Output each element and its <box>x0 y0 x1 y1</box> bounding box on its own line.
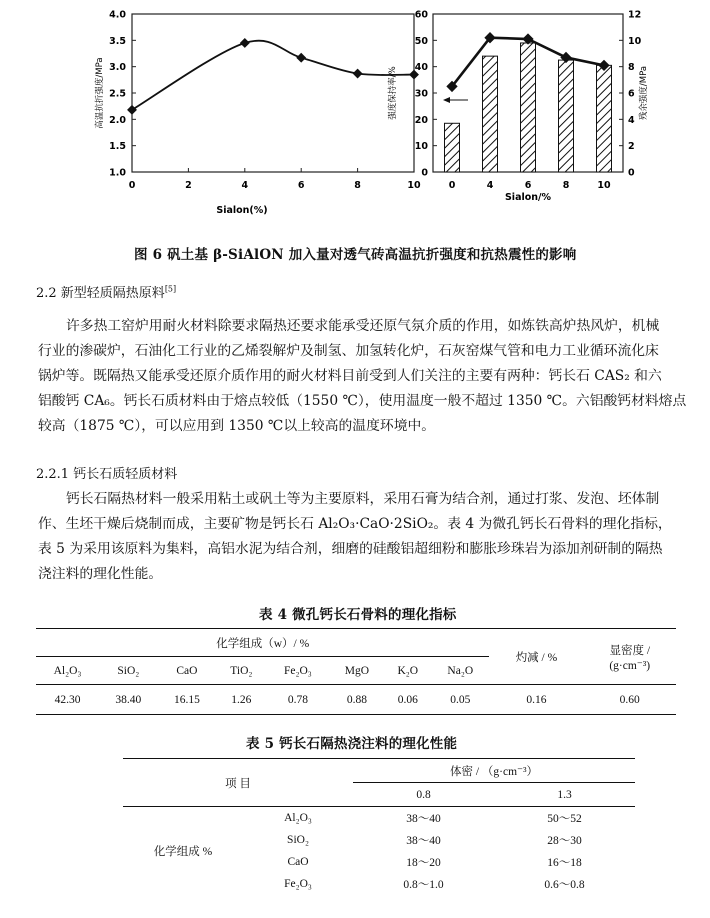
section-heading-2-2-1: 2.2.1 钙长石质轻质材料 <box>36 467 178 482</box>
table4-title: 表 4 微孔钙长石骨料的理化指标 <box>259 607 457 623</box>
section-title: 2.2 新型轻质隔热原料 <box>36 286 165 301</box>
left-x-axis-label: Sialon(%) <box>216 205 268 216</box>
y-tick-label-left: 60 <box>414 9 428 21</box>
table5-cell: 0.6～0.8 <box>544 878 585 891</box>
table4-cell: 0.88 <box>346 693 367 706</box>
data-point <box>353 69 363 79</box>
right-y-axis-label-left: 强度保持率/% <box>388 66 398 120</box>
figure-caption: 图 6 矾土基 β-SiAlON 加入量对透气砖高温抗折强度和抗热震性的影响 <box>134 247 577 263</box>
y-tick-label: 3.0 <box>109 62 126 74</box>
table5-row-name: SiO₂ <box>287 833 309 846</box>
table4-cell: 0.05 <box>450 693 471 706</box>
arrow-head <box>443 97 450 103</box>
table5-row <box>123 807 635 829</box>
table5-row-name: Al₂O₃ <box>284 811 312 824</box>
x-tick-label: 8 <box>562 180 570 191</box>
bar <box>559 60 574 172</box>
y-tick-label-left: 30 <box>414 88 428 100</box>
table5-header-row-1 <box>123 759 635 783</box>
paragraph-line: 许多热工窑炉用耐火材料除要求隔热还要求能承受还原气氛介质的作用，如炼铁高炉热风炉，机械 <box>66 318 660 334</box>
table4-col-header: MgO <box>344 664 370 677</box>
left-series-line <box>132 41 414 110</box>
table4-cell: 0.60 <box>619 693 640 706</box>
table4-data-row <box>36 685 676 715</box>
y-tick-label-right: 6 <box>628 88 635 100</box>
y-tick-label: 1.5 <box>109 141 126 153</box>
paragraph-line: 锅炉等。既隔热又能承受还原介质作用的耐火材料目前受到人们关注的主要有两种：钙长石 CAS₂ 和六 <box>38 368 662 384</box>
y-tick-label: 2.5 <box>109 88 126 100</box>
y-tick-label: 1.0 <box>109 167 126 179</box>
right-y-axis-label-right: 残余强度/MPa <box>639 65 649 121</box>
table5 <box>123 758 635 895</box>
table4-cell: 42.30 <box>54 693 81 706</box>
table4-col-header: SiO₂ <box>117 664 140 677</box>
table4-density-header <box>583 629 676 685</box>
paragraph-2-2-1 <box>38 487 673 587</box>
x-tick-label: 4 <box>241 180 249 191</box>
density-header-line: (g·cm⁻³) <box>609 659 651 672</box>
table5-item-header: 项 目 <box>225 777 251 790</box>
table4-header-row-1 <box>36 629 676 657</box>
bar <box>483 56 498 172</box>
paragraph-line: 钙长石隔热材料一般采用粘土或矾土等为主要原料，采用石膏为结合剂，通过打浆、发泡、坯体制 <box>66 491 660 507</box>
table4-group-header: 化学组成（w）/ % <box>36 629 489 657</box>
x-tick-label: 8 <box>354 180 361 191</box>
left-y-axis-label: 高温抗折强度/MPa <box>95 57 105 129</box>
chart-right <box>380 0 660 222</box>
paragraph-line: 行业的渗碳炉，石油化工行业的乙烯裂解炉及制氢、加氢转化炉，石灰窑煤气管和电力工业循环流化床 <box>38 343 659 359</box>
table4-cell: 16.15 <box>174 693 200 706</box>
table4-cell: 38.40 <box>115 693 142 706</box>
y-tick-label-right: 10 <box>628 35 642 47</box>
table5-row-name: Fe₂O₃ <box>284 877 312 890</box>
table5-cell: 38～40 <box>406 834 441 847</box>
y-tick-label: 3.5 <box>109 35 126 47</box>
table5-cell: 38～40 <box>406 812 441 825</box>
data-point <box>296 53 306 63</box>
y-tick-label-right: 12 <box>628 9 642 21</box>
paragraph-line: 较高（1875 ℃），可以应用到 1350 ℃以上较高的温度环境中。 <box>38 418 436 434</box>
table4-cell: 0.78 <box>287 693 308 706</box>
x-tick-label: 4 <box>486 180 494 191</box>
y-tick-label: 4.0 <box>109 9 126 21</box>
bar <box>521 43 536 172</box>
table5-title: 表 5 钙长石隔热浇注料的理化性能 <box>246 736 458 752</box>
y-tick-label-right: 4 <box>628 114 635 126</box>
y-tick-label: 2.0 <box>109 114 126 126</box>
table4-cell: 1.26 <box>231 693 252 706</box>
y-tick-label-right: 0 <box>628 167 635 179</box>
x-tick-label: 2 <box>185 180 192 191</box>
right-x-axis-label: Sialon/% <box>504 192 552 203</box>
table5-cell: 18～20 <box>406 856 441 869</box>
table4-col-header: Na₂O <box>447 664 474 677</box>
y-tick-label-left: 10 <box>414 141 428 153</box>
x-tick-label: 6 <box>297 180 305 191</box>
table4-col-header: Al₂O₃ <box>53 664 82 677</box>
table5-cell: 16～18 <box>547 856 582 869</box>
table5-cell: 28～30 <box>547 834 582 847</box>
table5-col-header: 0.8 <box>416 788 431 801</box>
bar <box>597 65 612 172</box>
table4-col-header: TiO₂ <box>230 664 253 677</box>
paragraph-2-2 <box>38 314 687 439</box>
table5-cell: 0.8～1.0 <box>403 878 444 891</box>
left-plot-frame <box>132 14 414 172</box>
table4-col-header: Fe₂O₃ <box>283 664 312 677</box>
data-point <box>240 38 250 48</box>
bar <box>445 123 460 172</box>
data-point <box>127 105 137 115</box>
table5-row-name: CaO <box>287 855 309 868</box>
y-tick-label-left: 40 <box>414 62 428 74</box>
paragraph-line: 作、生坯干燥后烧制而成，主要矿物是钙长石 Al₂O₃·CaO·2SiO₂。表 4 为微孔钙长石骨料的理化指标， <box>38 516 672 532</box>
paragraph-line: 铝酸钙 CA₆。钙长石质材料由于熔点较低（1550 ℃），使用温度一般不超过 1350 ℃。六铝酸钙材料熔点 <box>38 393 687 409</box>
table5-cell: 50～52 <box>547 812 582 825</box>
table4-col-header: CaO <box>176 664 198 677</box>
section-heading-2-2 <box>36 282 176 301</box>
y-tick-label-right: 8 <box>628 62 635 74</box>
table5-density-header: 体密 / （g·cm⁻³） <box>353 759 635 783</box>
table4-col-header: K₂O <box>397 664 419 677</box>
table4-cell: 0.16 <box>526 693 547 706</box>
density-header-line: 显密度 / <box>609 644 651 657</box>
paragraph-line: 表 5 为采用该原料为集料，高铝水泥为结合剂，细磨的硅酸铝超细粉和膨胀珍珠岩为添加剂研制的隔热 <box>38 541 663 557</box>
x-tick-label: 10 <box>407 180 421 191</box>
x-tick-label: 6 <box>524 180 532 191</box>
reference-marker: [5] <box>164 284 177 294</box>
table4-loss-header: 灼减 / % <box>515 651 558 664</box>
y-tick-label-left: 50 <box>414 35 428 47</box>
y-tick-label-right: 2 <box>628 141 635 153</box>
table5-col-header: 1.3 <box>557 788 572 801</box>
table4-cell: 0.06 <box>397 693 418 706</box>
y-tick-label-left: 20 <box>414 114 428 126</box>
y-tick-label-left: 0 <box>421 167 428 179</box>
x-tick-label: 0 <box>128 180 136 191</box>
x-tick-label: 10 <box>597 180 611 191</box>
x-tick-label: 0 <box>448 180 456 191</box>
table5-group-label: 化学组成 % <box>153 845 213 858</box>
table4 <box>36 628 676 715</box>
paragraph-line: 浇注料的理化性能。 <box>38 566 163 582</box>
